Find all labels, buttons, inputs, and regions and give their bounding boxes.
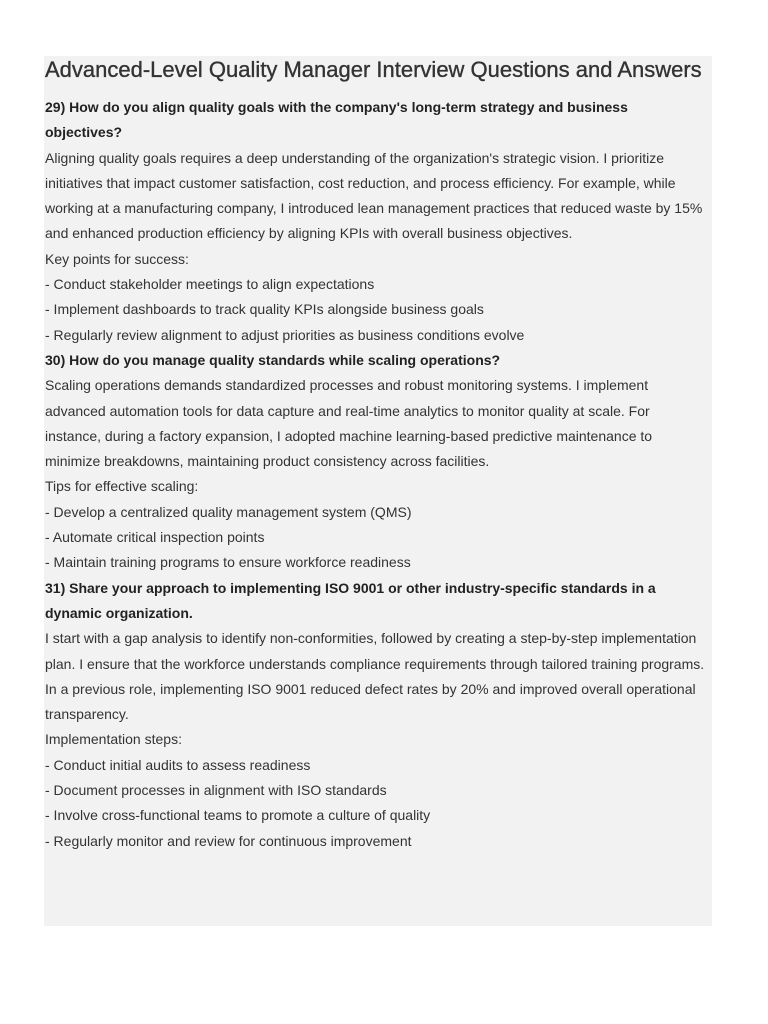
question-heading: 31) Share your approach to implementing ISO 9001 or other industry-specific standards in a dynamic organization. bbox=[45, 579, 656, 621]
list-item: - Develop a centralized quality management system (QMS) bbox=[45, 503, 412, 520]
question-heading: 30) How do you manage quality standards while scaling operations? bbox=[45, 351, 501, 368]
list-item: - Maintain training programs to ensure workforce readiness bbox=[45, 554, 411, 571]
list-item: - Regularly review alignment to adjust priorities as business conditions evolve bbox=[45, 326, 525, 343]
list-item: - Conduct stakeholder meetings to align expectations bbox=[45, 276, 375, 293]
list-label: Tips for effective scaling: bbox=[45, 478, 199, 495]
section-30 bbox=[45, 348, 706, 576]
section-29 bbox=[45, 95, 706, 348]
answer-paragraph: Aligning quality goals requires a deep understanding of the organization's strategic vision. I prioritize initiatives that impact customer satisfaction, cost reduction, and process efficiency. For example, while working at a manufacturing company, I introduced lean management practices that reduced waste by 15% and enhanced production efficiency by aligning KPIs with overall business objectives. bbox=[45, 149, 703, 242]
list-item: - Regularly monitor and review for continuous improvement bbox=[45, 832, 412, 849]
list-item: - Conduct initial audits to assess readiness bbox=[45, 756, 311, 773]
article-panel bbox=[44, 56, 712, 926]
list-item: - Involve cross-functional teams to promote a culture of quality bbox=[45, 807, 431, 824]
answer-paragraph: I start with a gap analysis to identify non-conformities, followed by creating a step-by-step implementation plan. I ensure that the workforce understands compliance requirements through tailored training programs. In a previous role, implementing ISO 9001 reduced defect rates by 20% and improved overall operational transparency. bbox=[45, 630, 705, 723]
page-title: Advanced-Level Quality Manager Interview Questions and Answers bbox=[45, 57, 702, 82]
section-31 bbox=[45, 576, 706, 854]
list-label: Implementation steps: bbox=[45, 731, 182, 748]
answer-paragraph: Scaling operations demands standardized processes and robust monitoring systems. I implement advanced automation tools for data capture and real-time analytics to monitor quality at scale. For instance, during a factory expansion, I adopted machine learning-based predictive maintenance to minimize breakdowns, maintaining product consistency across facilities. bbox=[45, 377, 653, 470]
list-item: - Implement dashboards to track quality KPIs alongside business goals bbox=[45, 301, 484, 318]
list-item: - Document processes in alignment with ISO standards bbox=[45, 782, 387, 799]
question-heading: 29) How do you align quality goals with the company's long-term strategy and business objectives? bbox=[45, 99, 628, 141]
article-content bbox=[45, 95, 706, 854]
list-item: - Automate critical inspection points bbox=[45, 529, 265, 546]
list-label: Key points for success: bbox=[45, 250, 189, 267]
